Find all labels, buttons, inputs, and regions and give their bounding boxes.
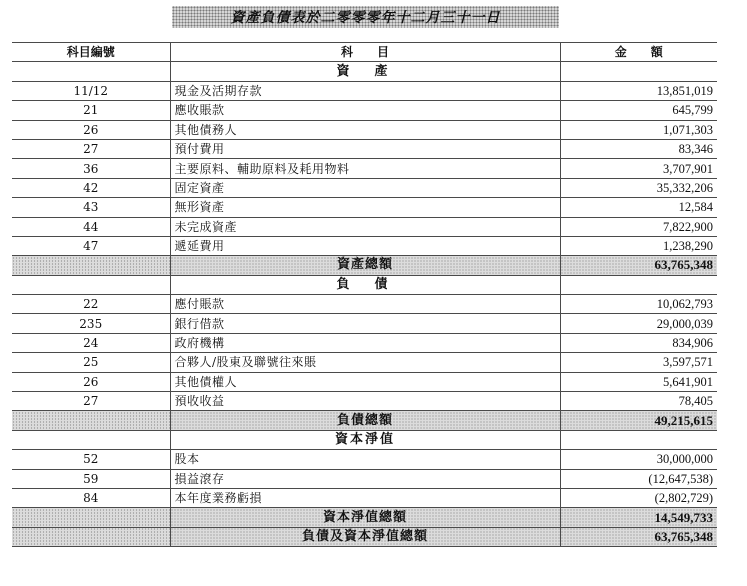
account-code: 21	[12, 101, 170, 120]
account-code: 27	[12, 139, 170, 158]
account-name: 固定資產	[170, 178, 560, 197]
table-row	[12, 372, 717, 391]
account-amount: (12,647,538)	[560, 469, 717, 488]
table-row	[12, 178, 717, 197]
account-name: 應收賬款	[170, 101, 560, 120]
account-code: 26	[12, 120, 170, 139]
account-code: 24	[12, 333, 170, 352]
assets-total-label: 資產總額	[170, 256, 560, 275]
table-row	[12, 295, 717, 314]
page-title: 資產負債表於二零零零年十二月三十一日	[230, 10, 501, 26]
account-name: 其他債務人	[170, 120, 560, 139]
account-code: 59	[12, 469, 170, 488]
header-item: 科 目	[170, 43, 560, 62]
account-amount: 1,238,290	[560, 236, 717, 255]
table-row	[12, 81, 717, 100]
account-amount: 30,000,000	[560, 450, 717, 469]
account-amount: 7,822,900	[560, 217, 717, 236]
account-amount: (2,802,729)	[560, 488, 717, 507]
account-name: 其他債權人	[170, 372, 560, 391]
equity-section-row	[12, 430, 717, 449]
assets-total-row	[12, 256, 717, 275]
balance-sheet-table	[12, 42, 717, 547]
account-name: 現金及活期存款	[170, 81, 560, 100]
account-name: 損益滾存	[170, 469, 560, 488]
equity-section-label: 資本淨值	[170, 430, 560, 449]
account-amount: 3,707,901	[560, 159, 717, 178]
account-name: 預收收益	[170, 392, 560, 411]
account-amount: 834,906	[560, 333, 717, 352]
account-name: 應付賬款	[170, 295, 560, 314]
table-row	[12, 159, 717, 178]
liabilities-total-label: 負債總額	[170, 411, 560, 430]
account-amount: 10,062,793	[560, 295, 717, 314]
liabilities-section-row	[12, 275, 717, 294]
liabilities-total-row	[12, 411, 717, 430]
account-amount: 35,332,206	[560, 178, 717, 197]
equity-total-label: 資本淨值總額	[170, 508, 560, 527]
table-row	[12, 217, 717, 236]
table-row	[12, 198, 717, 217]
table-row	[12, 120, 717, 139]
account-name: 主要原料、輔助原料及耗用物料	[170, 159, 560, 178]
account-code: 22	[12, 295, 170, 314]
header-row	[12, 43, 717, 62]
account-code: 36	[12, 159, 170, 178]
account-name: 本年度業務虧損	[170, 488, 560, 507]
account-code: 235	[12, 314, 170, 333]
table-row	[12, 353, 717, 372]
account-code: 25	[12, 353, 170, 372]
account-code: 84	[12, 488, 170, 507]
table-row	[12, 236, 717, 255]
assets-section-row	[12, 62, 717, 81]
account-name: 預付費用	[170, 139, 560, 158]
header-amount: 金 額	[560, 43, 717, 62]
table-row	[12, 469, 717, 488]
table-row	[12, 314, 717, 333]
equity-total-amount: 14,549,733	[560, 508, 717, 527]
account-amount: 78,405	[560, 392, 717, 411]
grand-total-amount: 63,765,348	[560, 527, 717, 546]
account-name: 政府機構	[170, 333, 560, 352]
account-code: 44	[12, 217, 170, 236]
assets-total-amount: 63,765,348	[560, 256, 717, 275]
grand-total-label: 負債及資本淨值總額	[170, 527, 560, 546]
account-amount: 13,851,019	[560, 81, 717, 100]
account-code: 52	[12, 450, 170, 469]
account-code: 27	[12, 392, 170, 411]
account-code: 11/12	[12, 81, 170, 100]
account-code: 47	[12, 236, 170, 255]
account-amount: 5,641,901	[560, 372, 717, 391]
account-name: 無形資產	[170, 198, 560, 217]
table-row	[12, 139, 717, 158]
table-row	[12, 101, 717, 120]
grand-total-row	[12, 527, 717, 546]
header-code: 科目編號	[12, 43, 170, 62]
title-banner	[172, 6, 559, 28]
account-amount: 1,071,303	[560, 120, 717, 139]
account-name: 遞延費用	[170, 236, 560, 255]
table-row	[12, 333, 717, 352]
account-amount: 83,346	[560, 139, 717, 158]
equity-total-row	[12, 508, 717, 527]
account-amount: 12,584	[560, 198, 717, 217]
account-code: 42	[12, 178, 170, 197]
account-code: 26	[12, 372, 170, 391]
account-amount: 29,000,039	[560, 314, 717, 333]
liabilities-total-amount: 49,215,615	[560, 411, 717, 430]
table-row	[12, 450, 717, 469]
table-row	[12, 488, 717, 507]
account-amount: 645,799	[560, 101, 717, 120]
account-name: 股本	[170, 450, 560, 469]
table-row	[12, 392, 717, 411]
account-code: 43	[12, 198, 170, 217]
account-name: 合夥人/股東及聯號往來賬	[170, 353, 560, 372]
account-name: 未完成資產	[170, 217, 560, 236]
liabilities-section-label: 負 債	[170, 275, 560, 294]
assets-section-label: 資 產	[170, 62, 560, 81]
account-name: 銀行借款	[170, 314, 560, 333]
account-amount: 3,597,571	[560, 353, 717, 372]
